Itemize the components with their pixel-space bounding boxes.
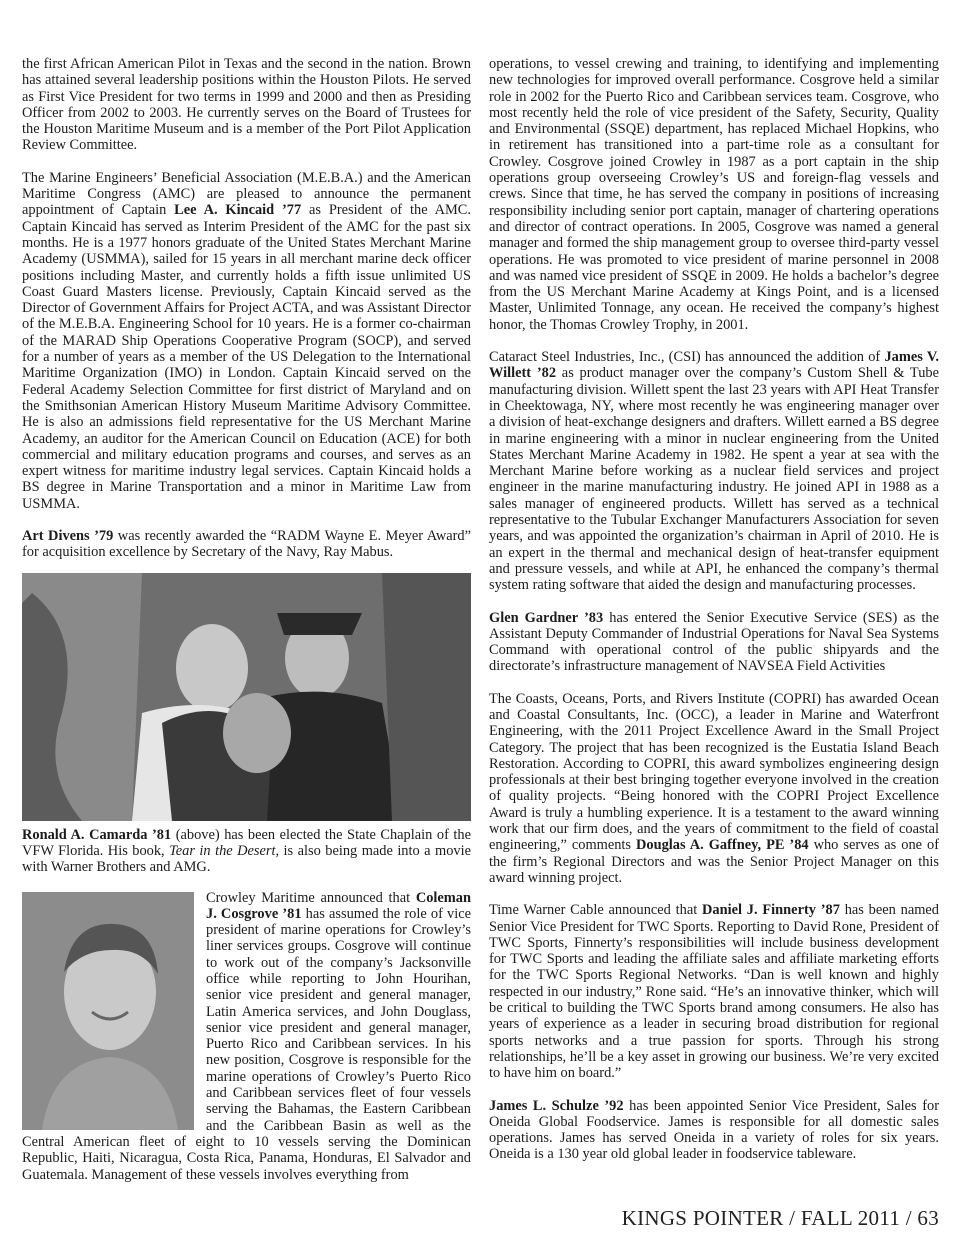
finnerty-intro: Time Warner Cable announced that: [489, 902, 703, 919]
camarda-book-title: Tear in the Desert: [169, 842, 276, 859]
cosgrove-block: [22, 890, 471, 1183]
cosgrove-intro: Crowley Maritime announced that: [206, 889, 416, 906]
right-column: [489, 56, 939, 1179]
cosgrove-name: Coleman J. Cosgrove ’81: [206, 889, 471, 922]
left-column: [22, 56, 471, 1183]
gardner-body: has entered the Senior Executive Service (SES) as the Assistant Deputy Commander of Industrial Operations for Naval Sea Systems Command with operational control of the public shipyards and the directorate’s infrastructure management of NAVSEA Field Activities: [489, 609, 939, 675]
camarda-caption: [22, 827, 471, 876]
copri-intro: The Coasts, Oceans, Ports, and Rivers Institute (COPRI) has awarded Ocean and Coastal Consultants, Inc. (OCC), a leader in Marine and Waterfront Engineering, with the 2011 Project Excellence Award in the Small Project Category. The project that has been recognized is the Eustatia Island Beach Restoration. According to COPRI, this award symbolizes engineering design professionals at their best bringing together everyone involved in the creation of quality projects. “Being honored with the COPRI Project Excellence Award is truly a humbling experience. It is a testament to the award winning work that our firm does, and the years of commitment to the field of coastal engineering,” comments: [489, 690, 939, 854]
gardner-paragraph: [489, 610, 939, 675]
willett-intro: Cataract Steel Industries, Inc., (CSI) has announced the addition of: [489, 349, 885, 366]
schulze-name: James L. Schulze ’92: [489, 1097, 624, 1114]
cosgrove-body: has assumed the role of vice president of marine operations for Crowley’s liner services groups. Cosgrove will continue to work out of the company’s Jacksonville office while reporting to John Hourihan, senior vice president and general manager, Latin America services, and John Douglass, senior vice president and general manager, Puerto Rico and Caribbean services. In his new position, Cosgrove is responsible for the marine operations of Crowley’s Puerto Rico and Caribbean services fleet of four vessels serving the Bahamas, the Eastern Caribbean and the Caribbean Basin as well as the Central American fleet of eight to 10 vessels serving the Dominican Republic, Haiti, Nicaragua, Costa Rica, Panama, Honduras, El Salvador and Guatemala. Management of these vessels involves everything from: [22, 905, 471, 1183]
kincaid-paragraph: [22, 170, 471, 512]
vfw-photo-graphic: [22, 573, 471, 821]
willett-paragraph: [489, 349, 939, 593]
camarda-caption-text: (above) has been elected the State Chaplain of the VFW Florida. His book,: [22, 826, 471, 859]
cosgrove-portrait: [22, 892, 194, 1130]
schulze-body: has been appointed Senior Vice President, Sales for Oneida Global Foodservice. James is responsible for all domestic sales operations. James has served Oneida in a variety of roles for six years. Oneida is a 130 year old global leader in foodservice tableware.: [489, 1097, 939, 1163]
divens-paragraph: [22, 528, 471, 561]
willett-body: as product manager over the company’s Custom Shell & Tube manufacturing division. Willett spent the last 23 years with API Heat Transfer in Cheektowaga, NY, where most recently he was engineering manager over a division of heat-exchange designers and drafters. Willett earned a BS degree in marine engineering with a minor in nuclear engineering from the United States Merchant Marine Academy in 1982. He spent a year at sea with the Merchant Marine before working as a nuclear field services and project engineer in the marine manufacturing industry. He joined API in 1988 as a sales manager of engineered products. Willett has served as a technical representative to the Tubular Exchanger Manufacturers Association for seven years, and was appointed the organization’s chairman in April of 2010. He is an expert in the thermal and mechanical design of heat-transfer equipment and pressure vessels, and while at API, he enhanced the company’s thermal system rating software that aided the design and manufacturing processes.: [489, 365, 939, 594]
copri-body: who serves as one of the firm’s Regional Directors and was the Senior Project Manager on this award winning project.: [489, 837, 939, 886]
kincaid-name: Lee A. Kincaid ’77: [174, 202, 302, 219]
page-footer: KINGS POINTER / FALL 2011 / 63: [621, 1206, 939, 1230]
kincaid-body: as President of the AMC. Captain Kincaid has served as Interim President of the AMC for the past six months. He is a 1977 honors graduate of the United States Merchant Marine Academy (USMMA), sailed for 15 years in all merchant marine deck officer positions including Master, and currently holds a fifth issue unlimited US Coast Guard Masters license. Previously, Captain Kincaid served as the Director of Government Affairs for Project ACTA, and was Assistant Director of the M.E.B.A. Engineering School for 10 years. He is a former co-chairman of the MARAD Ship Operations Cooperative Program (SOCP), and served for a number of years as a member of the US Delegation to the International Maritime Organization (IMO) in London. Captain Kincaid served on the Federal Academy Selection Committee for first district of Maryland and on the Smithsonian American History Museum Maritime Advisory Committee. He is also an admissions field representative for the US Merchant Marine Academy, an auditor for the American Council on Education (ACE) for both commercial and military education programs and courses, and serves as an expert witness for maritime industry legal services. Captain Kincaid holds a BS degree in Marine Transportation and a minor in Maritime Law from USMMA.: [22, 202, 472, 512]
cosgrove-continued-paragraph: operations, to vessel crewing and training, to identifying and implementing new technologies for improved overall performance. Cosgrove held a similar role in 2002 for the Puerto Rico and Caribbean services team. Cosgrove, who most recently held the role of vice president of the Safety, Security, Quality and Environmental (SSQE) department, has replaced Michael Hopkins, who in retirement has transitioned into a part-time role as a consultant for Crowley. Cosgrove joined Crowley in 1987 as a port captain in the ship operations group overseeing Crowley’s US and foreign-flag vessels and crews. Since that time, he has served the company in positions of increasing responsibility including senior port captain, manager of chartering operations and director of contract operations. In 2005, Cosgrove was named a general manager and formed the ship management group to oversee third-party vessel operations. He was promoted to vice president of marine personnel in 2008 and was named vice president of SSQE in 2009. He holds a bachelor’s degree from the US Merchant Marine Academy at Kings Point, and is a licensed Master, Unlimited Tonnage, any ocean. He received the company’s highest honor, the Thomas Crowley Trophy, in 2001.: [489, 56, 939, 333]
divens-body: was recently awarded the “RADM Wayne E. Meyer Award” for acquisition excellence by Secretary of the Navy, Ray Mabus.: [22, 528, 471, 561]
brown-paragraph: the first African American Pilot in Texas and the second in the nation. Brown has attained several leadership positions within the Houston Pilots. He served as First Vice President for two terms in 1999 and 2000 and then as Presiding Officer from 2002 to 2003. He currently serves on the Board of Trustees for the Houston Maritime Museum and is a member of the Port Pilot Application Review Committee.: [22, 56, 471, 154]
finnerty-name: Daniel J. Finnerty ’87: [702, 902, 840, 919]
vfw-group-photo: [22, 573, 471, 821]
gardner-name: Glen Gardner ’83: [489, 609, 604, 626]
finnerty-paragraph: [489, 902, 939, 1081]
willett-name: James V. Willett ’82: [489, 349, 939, 382]
camarda-caption-end: , is also being made into a movie with Warner Brothers and AMG.: [22, 842, 471, 876]
cosgrove-portrait-graphic: [22, 892, 194, 1130]
kincaid-intro: The Marine Engineers’ Beneficial Association (M.E.B.A.) and the American Maritime Congress (AMC) are pleased to announce the permanent appointment of Captain: [22, 169, 471, 219]
gaffney-name: Douglas A. Gaffney, PE ’84: [636, 837, 809, 854]
divens-name: Art Divens ’79: [22, 528, 114, 545]
copri-paragraph: [489, 691, 939, 887]
finnerty-body: has been named Senior Vice President for TWC Sports. Reporting to David Rone, President of TWC Sports, Finnerty’s responsibilities will include business development for TWC Sports and leading the affiliate sales and affiliate marketing efforts for the TWC Sports Regional Networks. “Dan is well known and highly respected in our industry,” Rone said. “He’s an innovative thinker, which will be critical to building the TWC Sports brand among consumers. He also has years of experience as a leader in securing broad distribution for regional sports networks and a true passion for sports. Through his strong relationships, he’ll be a key asset in growing our business. We’re very excited to have him on board.”: [489, 902, 940, 1082]
camarda-name: Ronald A. Camarda ’81: [22, 826, 172, 843]
schulze-paragraph: [489, 1098, 939, 1163]
